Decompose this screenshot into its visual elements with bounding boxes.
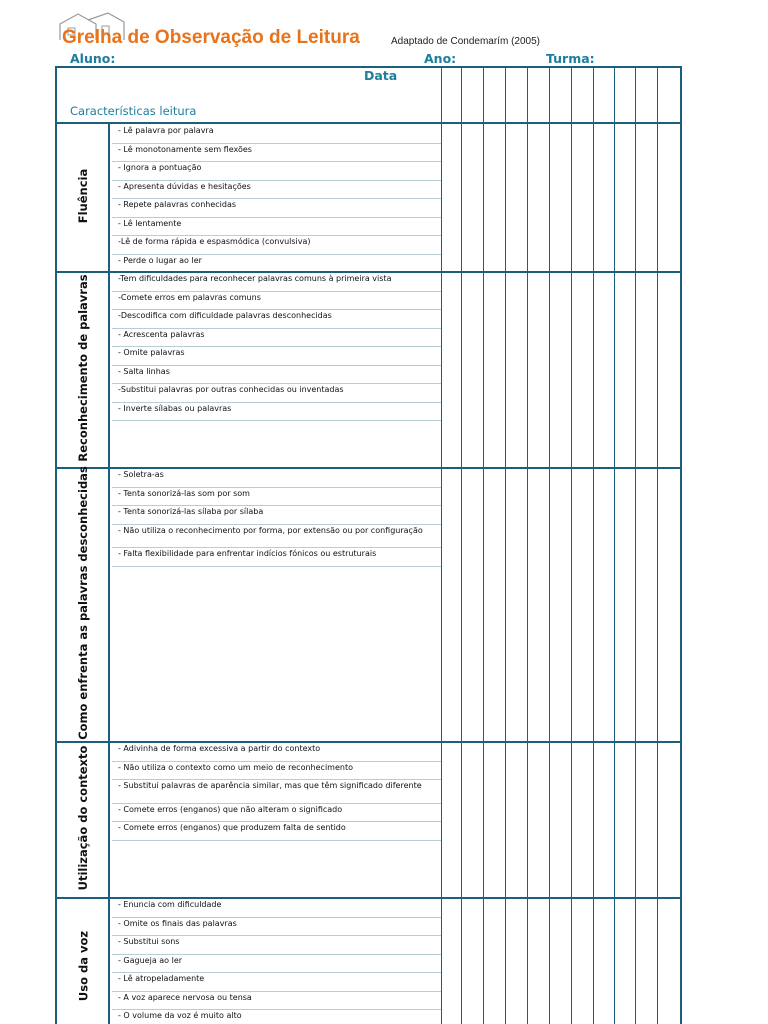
grid-line bbox=[57, 122, 680, 124]
criterion-item: - Lê palavra por palavra bbox=[118, 126, 214, 135]
section-label: Reconhecimento de palavras bbox=[76, 274, 90, 462]
grid-line bbox=[112, 198, 441, 199]
grid-line bbox=[614, 68, 615, 1024]
criterion-item: -Tem dificuldades para reconhecer palavras comuns à primeira vista bbox=[118, 274, 392, 283]
criterion-item: - Lê monotonamente sem flexões bbox=[118, 144, 252, 154]
grid-line bbox=[593, 68, 594, 1024]
data-header: Data bbox=[364, 68, 398, 83]
grid-line bbox=[112, 328, 441, 329]
criterion-item: -Comete erros em palavras comuns bbox=[118, 292, 261, 302]
criterion-item: - Lê lentamente bbox=[118, 218, 182, 228]
grid-line bbox=[112, 365, 441, 366]
grid-line bbox=[112, 346, 441, 347]
criterion-item: - Salta linhas bbox=[118, 366, 170, 376]
grid-line bbox=[112, 954, 441, 955]
section-label: Fluência bbox=[76, 168, 90, 224]
criterion-item: - Acrescenta palavras bbox=[118, 329, 205, 339]
grid-line bbox=[483, 68, 484, 1024]
grid-line bbox=[657, 68, 658, 1024]
grid-line bbox=[112, 291, 441, 292]
criterion-item: - Comete erros (enganos) que produzem falta de sentido bbox=[118, 823, 346, 832]
grid-line bbox=[112, 161, 441, 162]
criterion-item: -Substitui palavras por outras conhecidas ou inventadas bbox=[118, 385, 344, 394]
grid-line bbox=[112, 779, 441, 780]
grid-line bbox=[461, 68, 462, 1024]
grid-line bbox=[112, 143, 441, 144]
grid-line bbox=[57, 271, 680, 273]
grid-line bbox=[635, 68, 636, 1024]
criterion-item: - O volume da voz é muito alto bbox=[118, 1011, 242, 1020]
criterion-item: - A voz aparece nervosa ou tensa bbox=[118, 992, 252, 1002]
criterion-item: - Repete palavras conhecidas bbox=[118, 200, 237, 209]
grid-line bbox=[112, 505, 441, 506]
grid-line bbox=[112, 972, 441, 973]
criterion-item: - Gagueja ao ler bbox=[118, 955, 183, 965]
grid-line bbox=[527, 68, 528, 1024]
turma-label: Turma: bbox=[546, 51, 595, 66]
grid-line bbox=[112, 383, 441, 384]
criterion-item: -Descodifica com dificuldade palavras desconhecidas bbox=[118, 311, 332, 320]
grid-line bbox=[57, 897, 680, 899]
ano-label: Ano: bbox=[424, 51, 457, 66]
grid-line bbox=[57, 467, 680, 469]
grid-line bbox=[112, 487, 441, 488]
criterion-item: - Tenta sonorizá-las som por som bbox=[118, 488, 250, 498]
criterion-item: - Falta flexibilidade para enfrentar indícios fónicos ou estruturais bbox=[118, 549, 377, 558]
grid-line bbox=[505, 68, 506, 1024]
criterion-item: - Não utiliza o contexto como um meio de reconhecimento bbox=[118, 762, 353, 772]
criterion-item: - Lê atropeladamente bbox=[118, 974, 205, 983]
grid-line bbox=[112, 840, 441, 841]
criterion-item: - Ignora a pontuação bbox=[118, 163, 202, 172]
criterion-item: - Perde o lugar ao ler bbox=[118, 255, 202, 265]
grid-line bbox=[112, 402, 441, 403]
grid-line bbox=[112, 761, 441, 762]
section-label: Como enfrenta as palavras desconhecidas bbox=[76, 466, 90, 740]
grid-line bbox=[112, 235, 441, 236]
criterion-item: - Adivinha de forma excessiva a partir do contexto bbox=[118, 744, 321, 753]
section-label: Uso da voz bbox=[76, 930, 90, 1001]
criterion-item: - Substitui sons bbox=[118, 937, 180, 946]
criterion-item: - Substitui palavras de aparência similar, mas que têm significado diferente bbox=[118, 781, 422, 790]
grid-line bbox=[112, 217, 441, 218]
grid-line bbox=[112, 935, 441, 936]
grid-line bbox=[112, 254, 441, 255]
grid-line bbox=[112, 420, 441, 421]
page-title: Grelha de Observação de Leitura bbox=[62, 27, 360, 48]
section-label: Utilização do contexto bbox=[76, 745, 90, 891]
criterion-item: - Omite palavras bbox=[118, 348, 185, 357]
grid-line bbox=[112, 991, 441, 992]
criterion-item: - Não utiliza o reconhecimento por forma, por extensão ou por configuração bbox=[118, 525, 423, 535]
grid-line bbox=[112, 547, 441, 548]
page-subtitle: Adaptado de Condemarím (2005) bbox=[391, 36, 540, 47]
grid-line bbox=[571, 68, 572, 1024]
criterion-item: - Omite os finais das palavras bbox=[118, 918, 237, 928]
criterion-item: - Apresenta dúvidas e hesitações bbox=[118, 181, 251, 191]
grid-line bbox=[57, 741, 680, 743]
grid-line bbox=[441, 68, 442, 1024]
grid-line bbox=[549, 68, 550, 1024]
criterion-item: - Tenta sonorizá-las sílaba por sílaba bbox=[118, 507, 264, 516]
grid-line bbox=[112, 803, 441, 804]
grid-line bbox=[112, 917, 441, 918]
caracteristicas-header: Características leitura bbox=[70, 104, 197, 118]
criterion-item: - Enuncia com dificuldade bbox=[118, 900, 222, 909]
grid-line bbox=[112, 524, 441, 525]
grid-line bbox=[112, 309, 441, 310]
grid-line bbox=[112, 180, 441, 181]
criterion-item: - Comete erros (enganos) que não alteram o significado bbox=[118, 804, 343, 814]
aluno-label: Aluno: bbox=[70, 51, 116, 66]
criterion-item: - Inverte sílabas ou palavras bbox=[118, 403, 232, 413]
criterion-item: -Lê de forma rápida e espasmódica (convulsiva) bbox=[118, 237, 311, 246]
grid-line bbox=[112, 1009, 441, 1010]
grid-line bbox=[112, 821, 441, 822]
criterion-item: - Soletra-as bbox=[118, 470, 164, 479]
grid-line bbox=[112, 566, 441, 567]
